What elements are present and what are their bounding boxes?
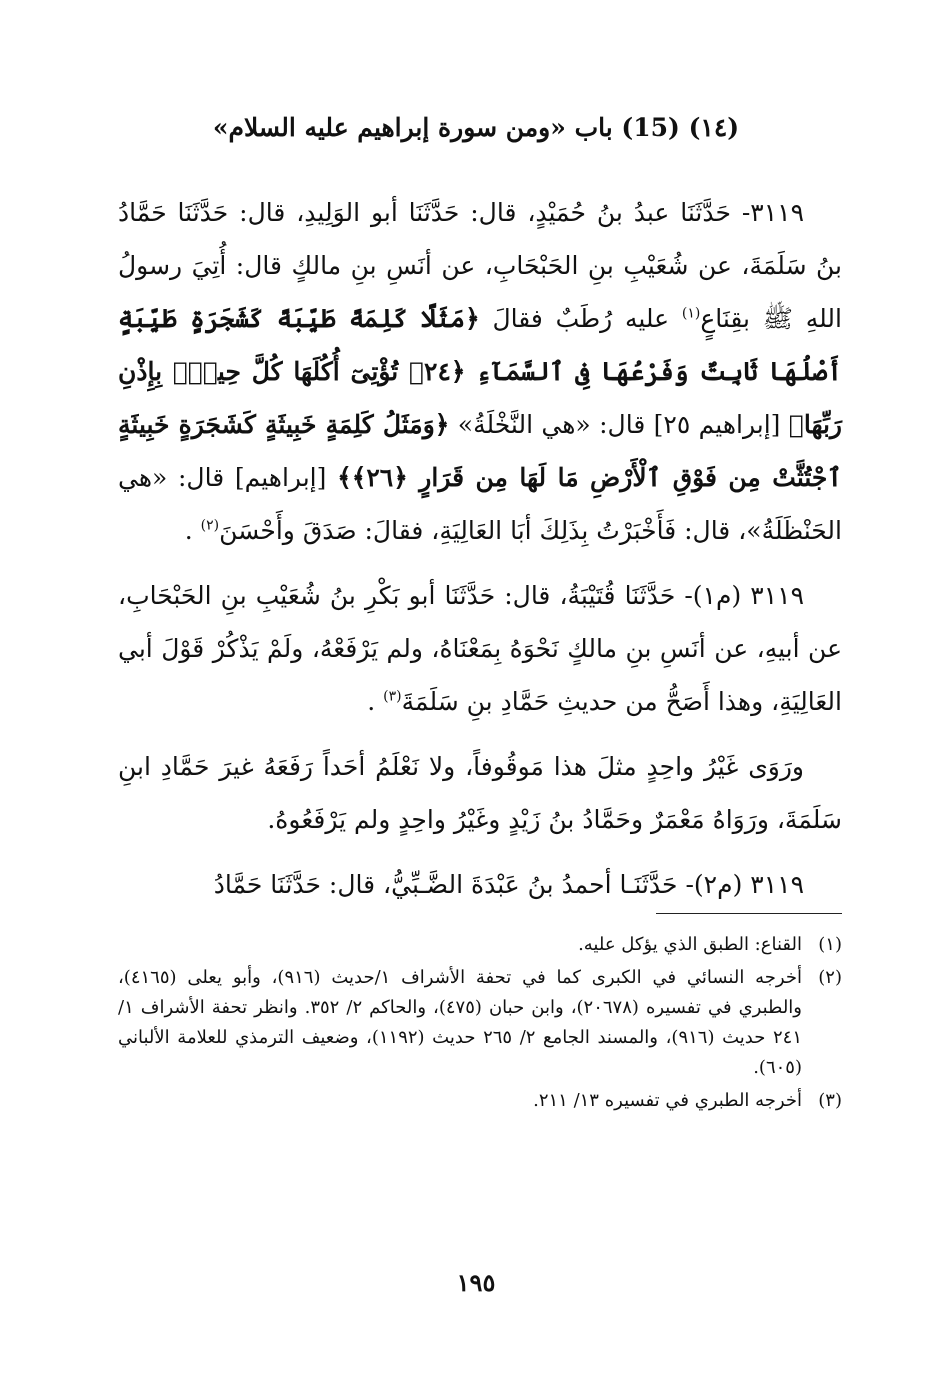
footnote-ref[interactable]: (٣) — [383, 688, 402, 705]
text-run: ٣١١٩ (م١)- حَدَّثَنَا قُتَيْبَةُ، قال: حَدَّثَنَا أبو بَكْرِ بنُ شُعَيْبِ بنِ الحَبْحَابِ، عن أبيهِ، عن أنَسِ بنِ مالكٍ نَحْوَهُ بِمَعْنَاهُ، ولم يَرْفَعْهُ، ولَمْ يَذْكُرْ قَوْلَ أبي العَالِيَةِ، وهذا أَصَحُّ من حديثِ حَمَّادِ بنِ سَلَمَةَ — [118, 581, 842, 716]
footnote-divider — [656, 913, 842, 914]
footnote-text: القناع: الطبق الذي يؤكل عليه. — [578, 934, 802, 955]
commentary-paragraph — [118, 740, 842, 846]
main-text — [118, 186, 842, 911]
text-run: . — [367, 687, 384, 716]
footnote-number: (٢) — [818, 967, 842, 988]
text-run: عليه رُطَبٌ فقالَ — [479, 304, 682, 333]
text-run: [إبراهيم] قال: «هي الحَنْظَلَةُ»، قال: فَأَخْبَرْتُ بِذَلِكَ أبَا العَالِيَةِ، فقالَ: صَدَقَ وأَحْسَنَ — [118, 463, 842, 545]
footnote-text: أخرجه الطبري في تفسيره ١٣/ ٢١١. — [533, 1090, 802, 1111]
page-number: ١٩٥ — [456, 1268, 496, 1297]
hadith-paragraph — [118, 569, 842, 728]
hadith-paragraph — [118, 186, 842, 557]
text-run: ٣١١٩- حَدَّثَنَا عبدُ بنُ حُمَيْدٍ، قال: حَدَّثَنَا أبو الوَلِيدِ، قال: حَدَّثَنَا حَمَّادُ بنُ سَلَمَةَ، عن شُعَيْبِ بنِ الحَبْحَابِ، عن أنَسِ بنِ مالكٍ قال: أُتِيَ رسولُ اللهِ ﷺ بقِنَاعٍ — [118, 198, 842, 333]
text-run: ورَوَى غَيْرُ واحِدٍ مثلَ هذا مَوقُوفاً، ولا نَعْلَمُ أحَداً رَفَعَهُ غيرَ حَمَّادِ ابنِ سَلَمَةَ، ورَوَاهُ مَعْمَرٌ وحَمَّادُ بنُ زَيْدٍ وغَيْرُ واحِدٍ ولم يَرْفَعُوهُ. — [118, 752, 842, 834]
footnote-ref[interactable]: (٢) — [200, 517, 220, 534]
quran-quote: ﴿وَمَثَلُ كَلِمَةٍ خَبِيثَةٍ كَشَجَرَةٍ خَبِيثَةٍ ٱجْتُثَّتْ مِن فَوْقِ ٱلْأَرْضِ مَا لَهَا مِن قَرَارٍ ﴿٢٦﴾﴾ — [118, 410, 843, 492]
footnote-ref[interactable]: (١) — [681, 305, 701, 322]
text-run: ٣١١٩ (م٢)- حَدَّثَنَـا أحمدُ بنُ عَبْدَةَ الضَّـبِّيُّ، قال: حَدَّثَنَا حَمَّادُ — [213, 870, 804, 899]
footnote-number: (٣) — [818, 1090, 842, 1111]
footnote-item — [118, 930, 842, 960]
footnote-text: أخرجه النسائي في الكبرى كما في تحفة الأشراف ١/حديث (٩١٦)، وأبو يعلى (٤١٦٥)، والطبري في تفسيره (٢٠٦٧٨)، وابن حبان (٤٧٥)، والحاكم ٢/ ٣٥٢. وانظر تحفة الأشراف ١/ ٢٤١ حديث (٩١٦)، والمسند الجامع ٢/ ٢٦٥ حديث (١١٩٢)، وضعيف الترمذي للعلامة الألباني (٦٠٥). — [118, 967, 802, 1078]
footnote-item — [118, 963, 842, 1083]
hadith-paragraph — [118, 858, 842, 911]
text-run: [إبراهيم ٢٥] قال: «هي النَّخْلَةُ» — [449, 410, 789, 439]
text-run: . — [184, 516, 201, 545]
footnotes — [118, 930, 842, 1119]
footnote-number: (١) — [818, 934, 842, 955]
quran-quote: ﴿مَثَلًا كَلِمَةً طَيِّبَةً كَشَجَرَةٍ طَيِّبَةٍ أَصْلُهَا ثَابِتٌ وَفَرْعُهَا فِى ٱلسَّمَآءِ ﴿٢٤﴾ تُؤْتِىٓ أُكُلَهَا كُلَّ حِينٍۭ بِإِذْنِ رَبِّهَا﴾ — [118, 304, 843, 439]
chapter-title: (١٤) (15) باب «ومن سورة إبراهيم عليه السلام» — [212, 113, 740, 142]
footnote-item — [118, 1086, 842, 1116]
